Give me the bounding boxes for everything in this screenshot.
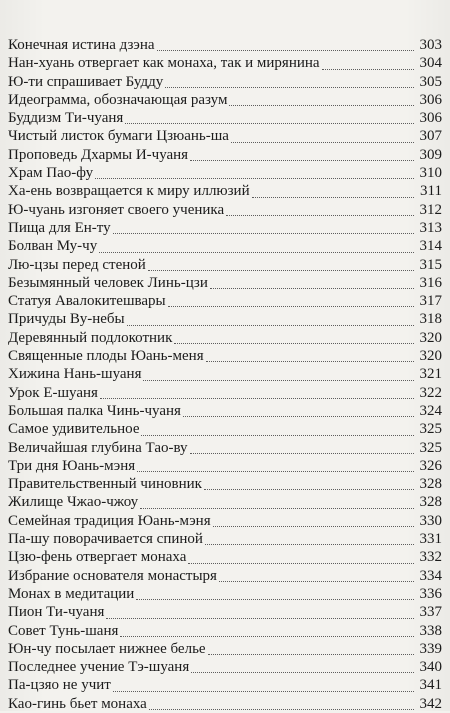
toc-entry-title: Самое удивительное <box>8 421 140 438</box>
toc-entry-page-number: 318 <box>419 311 442 328</box>
toc-entry <box>8 567 442 585</box>
toc-entry-title: Па-цзяо не учит <box>8 677 111 694</box>
toc-entry <box>8 603 442 621</box>
toc-entry-title: Ха-ень возвращается к миру иллюзий <box>8 183 250 200</box>
toc-entry <box>8 530 442 548</box>
dot-leader <box>157 50 414 51</box>
dot-leader <box>229 105 414 106</box>
toc-entry <box>8 256 442 274</box>
toc-entry-page-number: 305 <box>419 73 442 90</box>
dot-leader <box>168 306 414 307</box>
toc-entry <box>8 658 442 676</box>
toc-entry-page-number: 328 <box>419 476 442 493</box>
dot-leader <box>188 563 414 564</box>
toc-entry <box>8 73 442 91</box>
dot-leader <box>206 361 414 362</box>
dot-leader <box>190 453 414 454</box>
toc-entry-page-number: 315 <box>419 256 442 273</box>
dot-leader <box>127 325 414 326</box>
toc-entry-title: Статуя Авалокитешвары <box>8 293 166 310</box>
dot-leader <box>149 709 414 710</box>
toc-entry-title: Идеограмма, обозначающая разум <box>8 91 228 108</box>
toc-entry <box>8 512 442 530</box>
toc-entry-page-number: 317 <box>419 293 442 310</box>
toc-entry <box>8 36 442 54</box>
toc-entry-page-number: 316 <box>419 274 442 291</box>
toc-entry-title: Хижина Нань-шуаня <box>8 366 142 383</box>
toc-entry-page-number: 334 <box>419 567 442 584</box>
toc-entry <box>8 329 442 347</box>
toc-entry-page-number: 303 <box>419 37 442 53</box>
toc-entry-title: Чистый листок бумаги Цзюань-ша <box>8 128 229 145</box>
dot-leader <box>183 416 414 417</box>
dot-leader <box>322 69 414 70</box>
toc-entry <box>8 622 442 640</box>
toc-entry-page-number: 312 <box>419 201 442 218</box>
toc-entry <box>8 201 442 219</box>
dot-leader <box>100 398 414 399</box>
toc-entry <box>8 91 442 109</box>
dot-leader <box>125 123 414 124</box>
toc-entry-title: Семейная традиция Юань-мэня <box>8 512 211 529</box>
toc-entry-page-number: 338 <box>419 622 442 639</box>
toc-entry <box>8 127 442 145</box>
toc-entry-page-number: 342 <box>419 695 442 712</box>
toc-entry <box>8 420 442 438</box>
dot-leader <box>99 252 414 253</box>
toc-entry-title: Па-шу поворачивается спиной <box>8 531 203 548</box>
toc-entry-page-number: 328 <box>419 494 442 511</box>
dot-leader <box>204 489 414 490</box>
toc-entry <box>8 457 442 475</box>
toc-entry <box>8 310 442 328</box>
toc-entry-title: Конечная истина дзэна <box>8 37 155 53</box>
toc-entry <box>8 493 442 511</box>
dot-leader <box>120 636 414 637</box>
toc-entry-title: Причуды Ву-небы <box>8 311 125 328</box>
toc-entry <box>8 439 442 457</box>
toc-entry-title: Большая палка Чинь-чуаня <box>8 402 181 419</box>
dot-leader <box>190 160 414 161</box>
toc-entry <box>8 365 442 383</box>
toc-entry-page-number: 326 <box>419 457 442 474</box>
toc-entry-title: Совет Тунь-шаня <box>8 622 119 639</box>
toc-entry <box>8 164 442 182</box>
dot-leader <box>191 672 414 673</box>
toc-entry-page-number: 330 <box>419 512 442 529</box>
toc-entry <box>8 237 442 255</box>
toc-entry-title: Лю-цзы перед стеной <box>8 256 146 273</box>
toc-entry-page-number: 306 <box>419 91 442 108</box>
dot-leader <box>143 380 414 381</box>
dot-leader <box>137 471 414 472</box>
toc-entry-title: Ю-ти спрашивает Будду <box>8 73 164 90</box>
toc-entry <box>8 109 442 127</box>
toc-entry <box>8 548 442 566</box>
toc-entry-title: Избрание основателя монастыря <box>8 567 217 584</box>
toc-entry-page-number: 304 <box>419 55 442 72</box>
toc-entry-page-number: 320 <box>419 348 442 365</box>
toc-entry-title: Величайшая глубина Тао-ву <box>8 439 188 456</box>
toc-entry-title: Урок Е-шуаня <box>8 384 98 401</box>
toc-entry-title: Ю-чуань изгоняет своего ученика <box>8 201 225 218</box>
toc-entry <box>8 292 442 310</box>
dot-leader <box>95 178 414 179</box>
toc-entry-page-number: 313 <box>419 219 442 236</box>
toc-entry-page-number: 309 <box>419 146 442 163</box>
toc-entry-title: Жилище Чжао-чжоу <box>8 494 139 511</box>
toc-entry <box>8 182 442 200</box>
toc-entry-page-number: 325 <box>419 421 442 438</box>
toc-entry-page-number: 310 <box>419 165 442 182</box>
toc-entry-page-number: 336 <box>419 585 442 602</box>
toc-entry-page-number: 332 <box>419 549 442 566</box>
dot-leader <box>141 435 414 436</box>
toc-entry-page-number: 320 <box>419 329 442 346</box>
dot-leader <box>113 233 414 234</box>
toc-entry-title: Юн-чу посылает нижнее белье <box>8 640 206 657</box>
toc-entry-title: Болван Му-чу <box>8 238 98 255</box>
toc-entry <box>8 219 442 237</box>
toc-entry-page-number: 340 <box>419 659 442 676</box>
dot-leader <box>219 581 414 582</box>
dot-leader <box>113 691 414 692</box>
toc-entry-page-number: 311 <box>420 183 442 200</box>
toc-entry-page-number: 325 <box>419 439 442 456</box>
dot-leader <box>205 544 414 545</box>
toc-entry <box>8 475 442 493</box>
dot-leader <box>140 508 414 509</box>
toc-entry <box>8 585 442 603</box>
toc-entry <box>8 146 442 164</box>
toc-entry-title: Буддизм Ти-чуаня <box>8 110 124 127</box>
toc-entry-page-number: 322 <box>419 384 442 401</box>
toc-entry <box>8 402 442 420</box>
dot-leader <box>226 215 414 216</box>
toc-entry-title: Монах в медитации <box>8 585 135 602</box>
dot-leader <box>213 526 414 527</box>
toc-entry-page-number: 324 <box>419 402 442 419</box>
toc-entry <box>8 54 442 72</box>
toc-entry-page-number: 306 <box>419 110 442 127</box>
dot-leader <box>252 197 414 198</box>
toc-entry-page-number: 337 <box>419 604 442 621</box>
dot-leader <box>136 599 414 600</box>
toc-entry <box>8 676 442 694</box>
dot-leader <box>208 654 414 655</box>
toc-entry-page-number: 314 <box>419 238 442 255</box>
toc-entry-title: Безымянный человек Линь-цзи <box>8 274 208 291</box>
dot-leader <box>210 288 414 289</box>
toc-entry-page-number: 321 <box>419 366 442 383</box>
toc-entry <box>8 640 442 658</box>
dot-leader <box>231 142 414 143</box>
dot-leader <box>148 270 414 271</box>
toc-entry-page-number: 331 <box>419 531 442 548</box>
toc-entry-title: Правительственный чиновник <box>8 476 202 493</box>
toc-entry-title: Цзю-фень отвергает монаха <box>8 549 187 566</box>
toc-entry <box>8 274 442 292</box>
toc-entry <box>8 347 442 365</box>
toc-entry-title: Нан-хуань отвергает как монаха, так и мирянина <box>8 55 320 72</box>
toc-entry-title: Као-гинь бьет монаха <box>8 695 147 712</box>
toc-entry-title: Храм Пао-фу <box>8 165 94 182</box>
toc-entry-title: Проповедь Дхармы И-чуаня <box>8 146 189 163</box>
toc-entry-page-number: 341 <box>419 677 442 694</box>
dot-leader <box>165 87 414 88</box>
dot-leader <box>174 343 414 344</box>
toc-entry <box>8 384 442 402</box>
toc-entry-title: Священные плоды Юань-меня <box>8 348 204 365</box>
toc-entry-title: Три дня Юань-мэня <box>8 457 136 474</box>
table-of-contents <box>8 36 442 713</box>
toc-entry-title: Деревянный подлокотник <box>8 329 173 346</box>
toc-entry-title: Пища для Ен-ту <box>8 219 111 236</box>
dot-leader <box>106 618 414 619</box>
toc-entry-page-number: 339 <box>419 640 442 657</box>
toc-entry <box>8 695 442 713</box>
toc-entry-title: Пион Ти-чуаня <box>8 604 105 621</box>
toc-entry-title: Последнее учение Тэ-шуаня <box>8 659 190 676</box>
toc-entry-page-number: 307 <box>419 128 442 145</box>
